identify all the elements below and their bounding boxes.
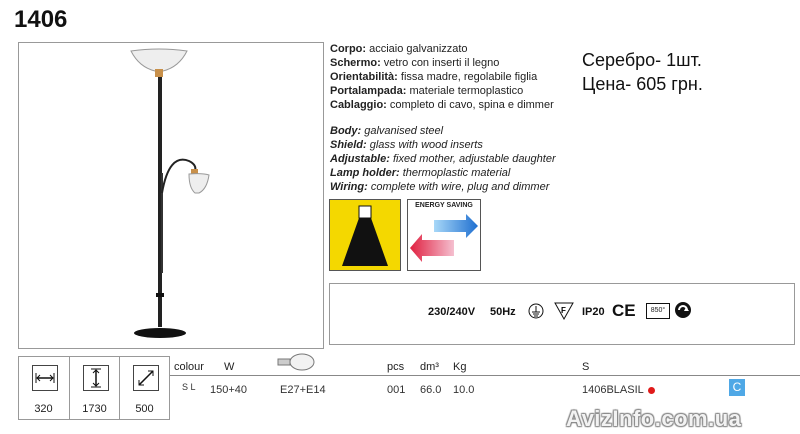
spec-label: Body: [330, 125, 362, 137]
watt-header: W [224, 361, 235, 373]
spec-value: galvanised steel [361, 125, 444, 137]
category-badge: C [729, 379, 745, 396]
spec-row [330, 98, 554, 112]
spec-row [330, 138, 556, 152]
price-note [582, 48, 703, 96]
table-divider [170, 375, 800, 376]
recycle-icon [674, 301, 692, 324]
bulb-icon [272, 352, 320, 377]
depth-cell [119, 357, 169, 419]
f-mark-icon [554, 302, 574, 325]
width-value: 320 [34, 403, 53, 415]
product-code [582, 384, 655, 396]
weight-value: 10.0 [453, 384, 475, 396]
height-value: 1730 [82, 403, 107, 415]
price-text: Цена- 605 грн. [582, 74, 703, 94]
spec-value: fissa madre, regolabile figlia [397, 71, 538, 83]
product-code-text: 1406BLASIL [582, 384, 644, 396]
spec-row [330, 84, 554, 98]
floor-lamp-illustration [19, 43, 323, 348]
spec-row [330, 166, 556, 180]
spec-label: Shield: [330, 139, 367, 151]
colour-dot [648, 387, 655, 394]
pieces-value: 001 [387, 384, 406, 396]
spec-label: Schermo: [330, 57, 381, 69]
colour-code: S L [182, 382, 196, 392]
watermark: AvizInfo.com.ua [566, 406, 742, 431]
spec-row [330, 180, 556, 194]
spec-label: Lamp holder: [330, 167, 400, 179]
weight-header: Kg [453, 361, 467, 373]
spec-label: Corpo: [330, 43, 367, 55]
depth-value: 500 [135, 403, 154, 415]
stock-note: Серебро- 1шт. [582, 50, 702, 70]
spec-row [330, 70, 554, 84]
depth-arrow-icon [133, 365, 159, 391]
certification-panel [329, 283, 795, 345]
spec-row [330, 56, 554, 70]
light-emission-icon [329, 199, 401, 271]
ce-mark: CE [612, 301, 636, 320]
spec-value: thermoplastic material [399, 167, 511, 179]
socket-value: E27+E14 [280, 384, 326, 396]
volume-header: dm³ [420, 361, 439, 373]
model-number: 1406 [14, 6, 68, 33]
energy-saving-label: ENERGY SAVING [415, 202, 473, 209]
wattage-value: 150+40 [210, 384, 248, 396]
spec-value: vetro con inserti il legno [380, 57, 500, 69]
spec-row [330, 42, 554, 56]
spec-value: complete with wire, plug and dimmer [367, 181, 550, 193]
specs-english [330, 124, 556, 194]
pieces-header: pcs [387, 361, 405, 373]
spec-value: glass with wood inserts [366, 139, 483, 151]
spec-value: acciaio galvanizzato [366, 43, 468, 55]
width-arrow-icon [32, 365, 58, 391]
specs-italian [330, 42, 554, 112]
spec-value: fixed mother, adjustable daughter [389, 153, 556, 165]
spec-value: materiale termoplastico [406, 85, 524, 97]
svg-text:F: F [561, 306, 566, 315]
spec-label: Wiring: [330, 181, 368, 193]
spec-row [330, 152, 556, 166]
colour-header: colour [174, 361, 204, 373]
energy-saving-icon [407, 199, 481, 271]
code-header: S [582, 361, 590, 373]
spec-label: Orientabilità: [330, 71, 398, 83]
spec-value: completo di cavo, spina e dimmer [386, 99, 554, 111]
dimensions-panel [18, 356, 170, 420]
frequency-label: 50Hz [490, 306, 516, 318]
ground-icon [528, 303, 544, 324]
spec-label: Portalampada: [330, 85, 407, 97]
voltage-label: 230/240V [428, 306, 476, 318]
temperature-rating: 850° [646, 303, 670, 319]
spec-label: Adjustable: [330, 153, 390, 165]
height-arrow-icon [83, 365, 109, 391]
width-cell [19, 357, 68, 419]
spec-row [330, 124, 556, 138]
height-cell [69, 357, 119, 419]
product-photo [18, 42, 324, 349]
ip-rating: IP20 [582, 306, 605, 318]
spec-label: Cablaggio: [330, 99, 387, 111]
volume-value: 66.0 [420, 384, 442, 396]
